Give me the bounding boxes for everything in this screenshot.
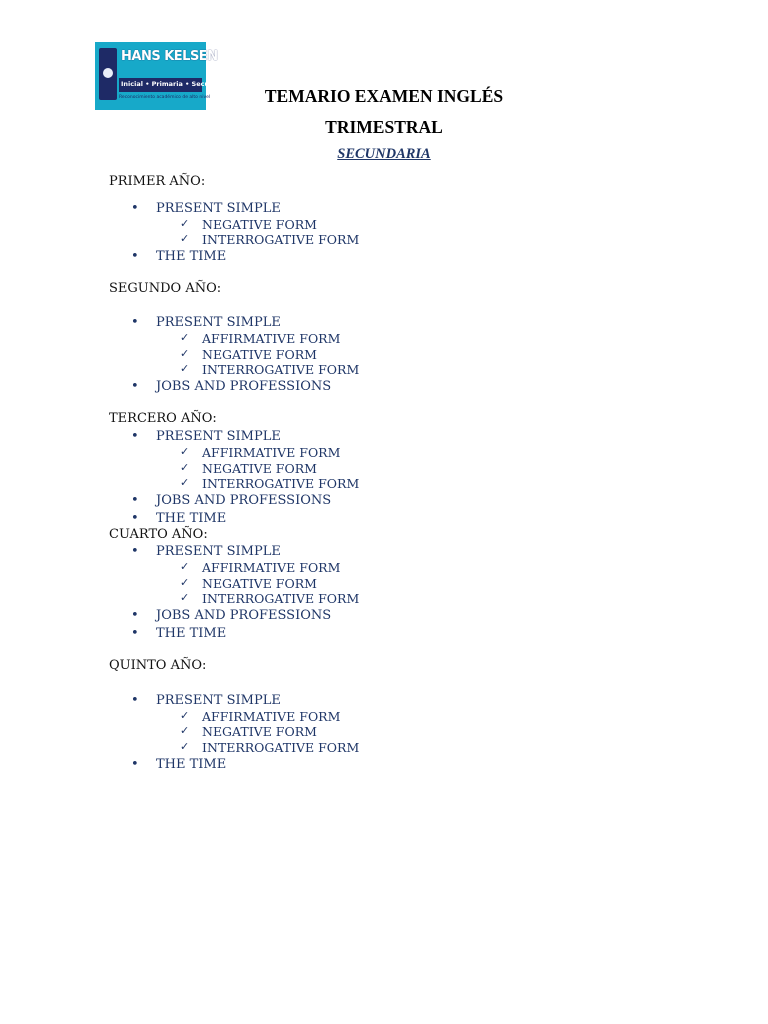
document-level: SECUNDARIA [337,146,431,162]
bullet-icon: • [131,626,139,641]
sub-item-label: AFFIRMATIVE FORM [202,445,341,460]
sub-item-label: INTERROGATIVE FORM [202,476,360,491]
sub-item-label: NEGATIVE FORM [202,217,317,232]
sub-item [180,217,317,232]
item-label: THE TIME [156,626,227,641]
bullet-icon: • [131,693,139,708]
check-icon: ✓ [180,445,190,458]
sub-item-label: NEGATIVE FORM [202,347,317,362]
sub-item [180,476,360,491]
sub-item [180,232,360,247]
bullet-icon: • [131,315,139,330]
list-item [131,626,227,641]
item-label: PRESENT SIMPLE [156,201,281,216]
check-icon: ✓ [180,461,190,474]
sub-item [180,709,341,724]
sub-item-label: INTERROGATIVE FORM [202,740,360,755]
bullet-icon: • [131,249,139,264]
sub-item-label: INTERROGATIVE FORM [202,232,360,247]
item-label: THE TIME [156,249,227,264]
section-year: PRIMER AÑO: [109,174,206,189]
list-item [131,429,281,444]
check-icon: ✓ [180,740,190,753]
bullet-icon: • [131,757,139,772]
list-item [131,511,227,526]
list-item [131,608,332,623]
sub-item [180,445,341,460]
check-icon: ✓ [180,576,190,589]
list-item [131,315,281,330]
bullet-icon: • [131,379,139,394]
sub-item-label: INTERROGATIVE FORM [202,591,360,606]
check-icon: ✓ [180,347,190,360]
check-icon: ✓ [180,331,190,344]
list-item [131,379,332,394]
logo-name: HANS KELSEN [121,49,218,64]
logo-tagline: Reconocimiento académico de alto nivel [119,95,211,100]
item-label: JOBS AND PROFESSIONS [156,379,332,394]
item-label: PRESENT SIMPLE [156,315,281,330]
check-icon: ✓ [180,709,190,722]
item-label: PRESENT SIMPLE [156,693,281,708]
document-title: TEMARIO EXAMEN INGLÉS [264,86,504,106]
check-icon: ✓ [180,217,190,230]
sub-item-label: AFFIRMATIVE FORM [202,331,341,346]
check-icon: ✓ [180,591,190,604]
list-item [131,544,281,559]
section-year: CUARTO AÑO: [109,527,208,542]
logo-levels: Inicial • Primaria • Secundaria [121,80,233,88]
check-icon: ✓ [180,476,190,489]
bullet-icon: • [131,608,139,623]
item-label: PRESENT SIMPLE [156,544,281,559]
bullet-icon: • [131,429,139,444]
list-item [131,757,227,772]
section-year: TERCERO AÑO: [109,411,217,426]
list-item [131,201,281,216]
section-year: QUINTO AÑO: [109,658,207,673]
sub-item-label: AFFIRMATIVE FORM [202,560,341,575]
check-icon: ✓ [180,560,190,573]
item-label: THE TIME [156,757,227,772]
sub-item-label: NEGATIVE FORM [202,461,317,476]
sub-item [180,576,317,591]
item-label: JOBS AND PROFESSIONS [156,493,332,508]
check-icon: ✓ [180,362,190,375]
sub-item [180,331,341,346]
sub-item-label: NEGATIVE FORM [202,576,317,591]
item-label: JOBS AND PROFESSIONS [156,608,332,623]
sub-item [180,591,360,606]
item-label: THE TIME [156,511,227,526]
sub-item [180,560,341,575]
bullet-icon: • [131,493,139,508]
list-item [131,493,332,508]
list-item [131,693,281,708]
sub-item-label: NEGATIVE FORM [202,724,317,739]
sub-item [180,461,317,476]
sub-item-label: AFFIRMATIVE FORM [202,709,341,724]
sub-item [180,362,360,377]
sub-item-label: INTERROGATIVE FORM [202,362,360,377]
sub-item [180,740,360,755]
section-year: SEGUNDO AÑO: [109,281,222,296]
sub-item [180,724,317,739]
item-label: PRESENT SIMPLE [156,429,281,444]
list-item [131,249,227,264]
bullet-icon: • [131,201,139,216]
check-icon: ✓ [180,232,190,245]
sub-item [180,347,317,362]
bullet-icon: • [131,544,139,559]
document-subtitle: TRIMESTRAL [325,117,443,137]
bullet-icon: • [131,511,139,526]
check-icon: ✓ [180,724,190,737]
